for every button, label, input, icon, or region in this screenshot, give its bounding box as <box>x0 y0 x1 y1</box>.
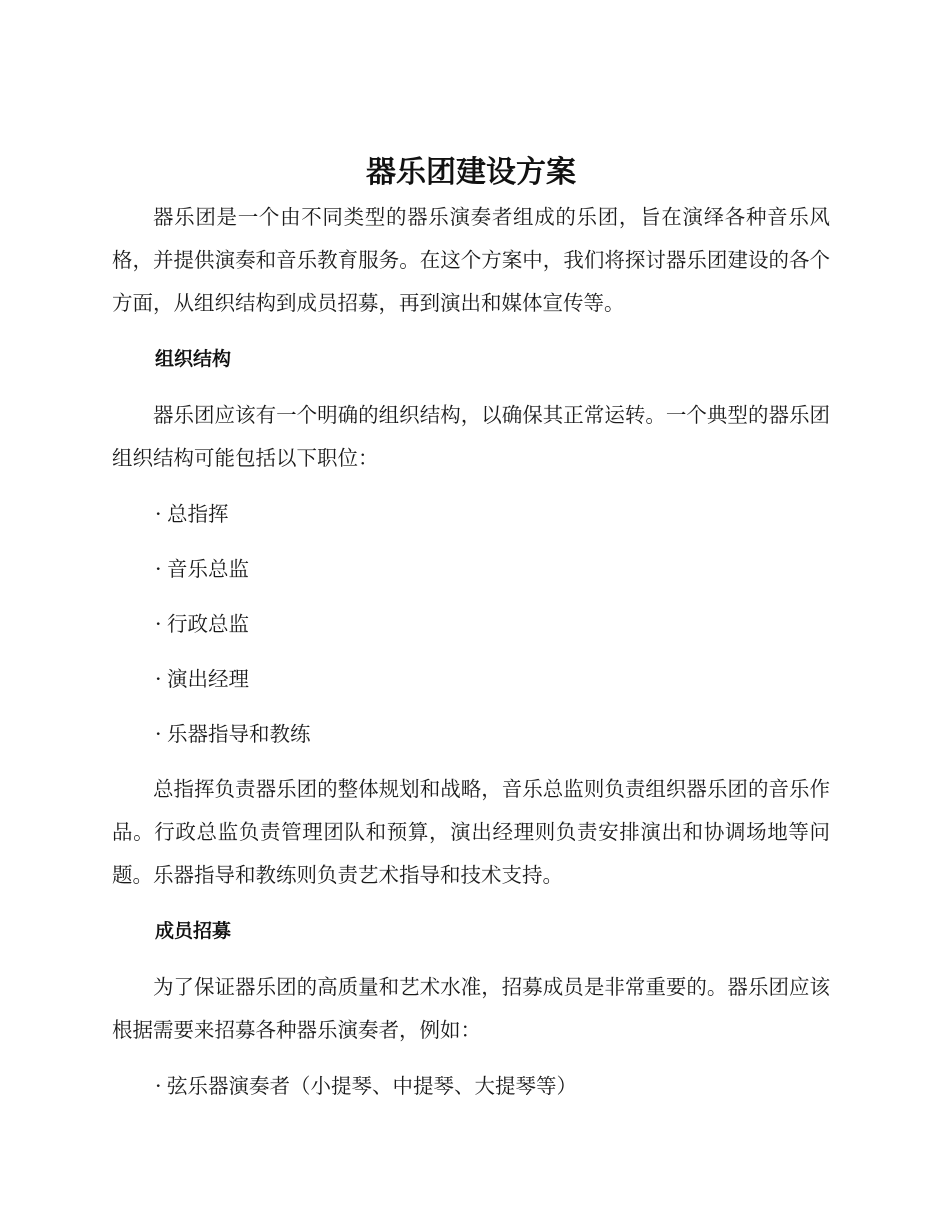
position-list <box>112 493 830 756</box>
section-heading-organization: 组织结构 <box>155 348 232 370</box>
responsibilities-paragraph: 总指挥负责器乐团的整体规划和战略，音乐总监则负责组织器乐团的音乐作品。行政总监负责管理团队和预算，演出经理则负责安排演出和协调场地等问题。乐器指导和教练则负责艺术指导和技术支持。 <box>112 777 830 887</box>
section-heading-recruitment: 成员招募 <box>155 920 232 942</box>
list-item: · 音乐总监 <box>112 548 830 591</box>
list-item: · 行政总监 <box>112 603 830 646</box>
list-item: · 演出经理 <box>112 658 830 701</box>
musician-list <box>112 1065 830 1108</box>
list-item: · 总指挥 <box>112 493 830 536</box>
bullet-icon: · <box>155 1074 162 1098</box>
document-title: 器乐团建设方案 <box>366 155 576 190</box>
list-item: · 弦乐器演奏者（小提琴、中提琴、大提琴等） <box>112 1065 830 1108</box>
list-item: · 乐器指导和教练 <box>112 713 830 756</box>
document-page <box>112 150 830 1120</box>
bullet-icon: · <box>155 667 162 691</box>
bullet-icon: · <box>155 722 162 746</box>
intro-paragraph: 器乐团是一个由不同类型的器乐演奏者组成的乐团，旨在演绎各种音乐风格，并提供演奏和音乐教育服务。在这个方案中，我们将探讨器乐团建设的各个方面，从组织结构到成员招募，再到演出和媒体宣传等。 <box>112 205 830 315</box>
organization-paragraph: 器乐团应该有一个明确的组织结构，以确保其正常运转。一个典型的器乐团组织结构可能包括以下职位： <box>112 403 830 470</box>
recruitment-paragraph: 为了保证器乐团的高质量和艺术水准，招募成员是非常重要的。器乐团应该根据需要来招募各种器乐演奏者，例如： <box>112 975 830 1042</box>
bullet-icon: · <box>155 612 162 636</box>
bullet-icon: · <box>155 557 162 581</box>
bullet-icon: · <box>155 502 162 526</box>
